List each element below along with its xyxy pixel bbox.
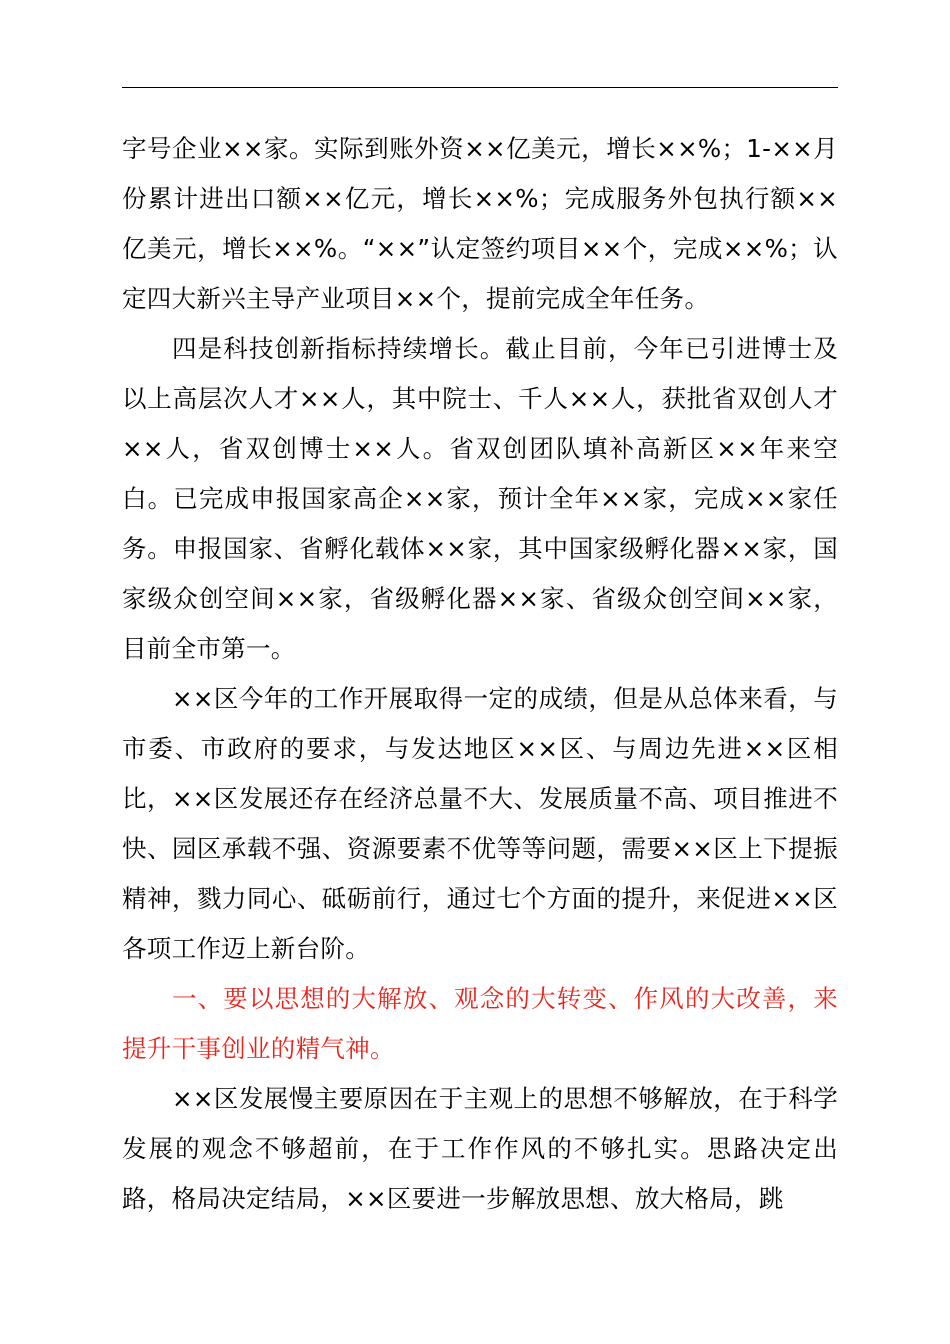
paragraph-tech-innovation: 四是科技创新指标持续增长。截止目前，今年已引进博士及以上高层次人才××人，其中院士、千人××人，获批省双创人才××人，省双创博士××人。省双创团队填补高新区××年来空白。已完成申报国家高企××家，预计全年××家，完成××家任务。申报国家、省孵化载体××家，其中国家级孵化器××家，国家级众创空间××家，省级孵化器××家、省级众创空间××家，目前全市第一。 — [122, 334, 838, 663]
paragraph-summary-problems: ××区今年的工作开展取得一定的成绩，但是从总体来看，与市委、市政府的要求，与发达地区××区、与周边先进××区相比，××区发展还存在经济总量不大、发展质量不高、项目推进不快、园区承载不强、资源要素不优等等问题，需要××区上下提振精神，戮力同心、砥砺前行，通过七个方面的提升，来促进××区各项工作迈上新台阶。 — [122, 684, 838, 963]
section-heading: 一、要以思想的大解放、观念的大转变、作风的大改善，来提升干事创业的精气神。 — [122, 984, 838, 1063]
paragraph-continuation: 字号企业××家。实际到账外资××亿美元，增长××%；1-××月份累计进出口额××亿元，增长××%；完成服务外包执行额××亿美元，增长××%。“××”认定签约项目××个，完成××%；认定四大新兴主导产业项目××个，提前完成全年任务。 — [122, 134, 838, 313]
document-body — [122, 124, 838, 1224]
paragraph-section-one-body: ××区发展慢主要原因在于主观上的思想不够解放，在于科学发展的观念不够超前，在于工作作风的不够扎实。思路决定出路，格局决定结局，××区要进一步解放思想、放大格局，跳 — [122, 1084, 838, 1213]
header-rule — [122, 87, 838, 88]
